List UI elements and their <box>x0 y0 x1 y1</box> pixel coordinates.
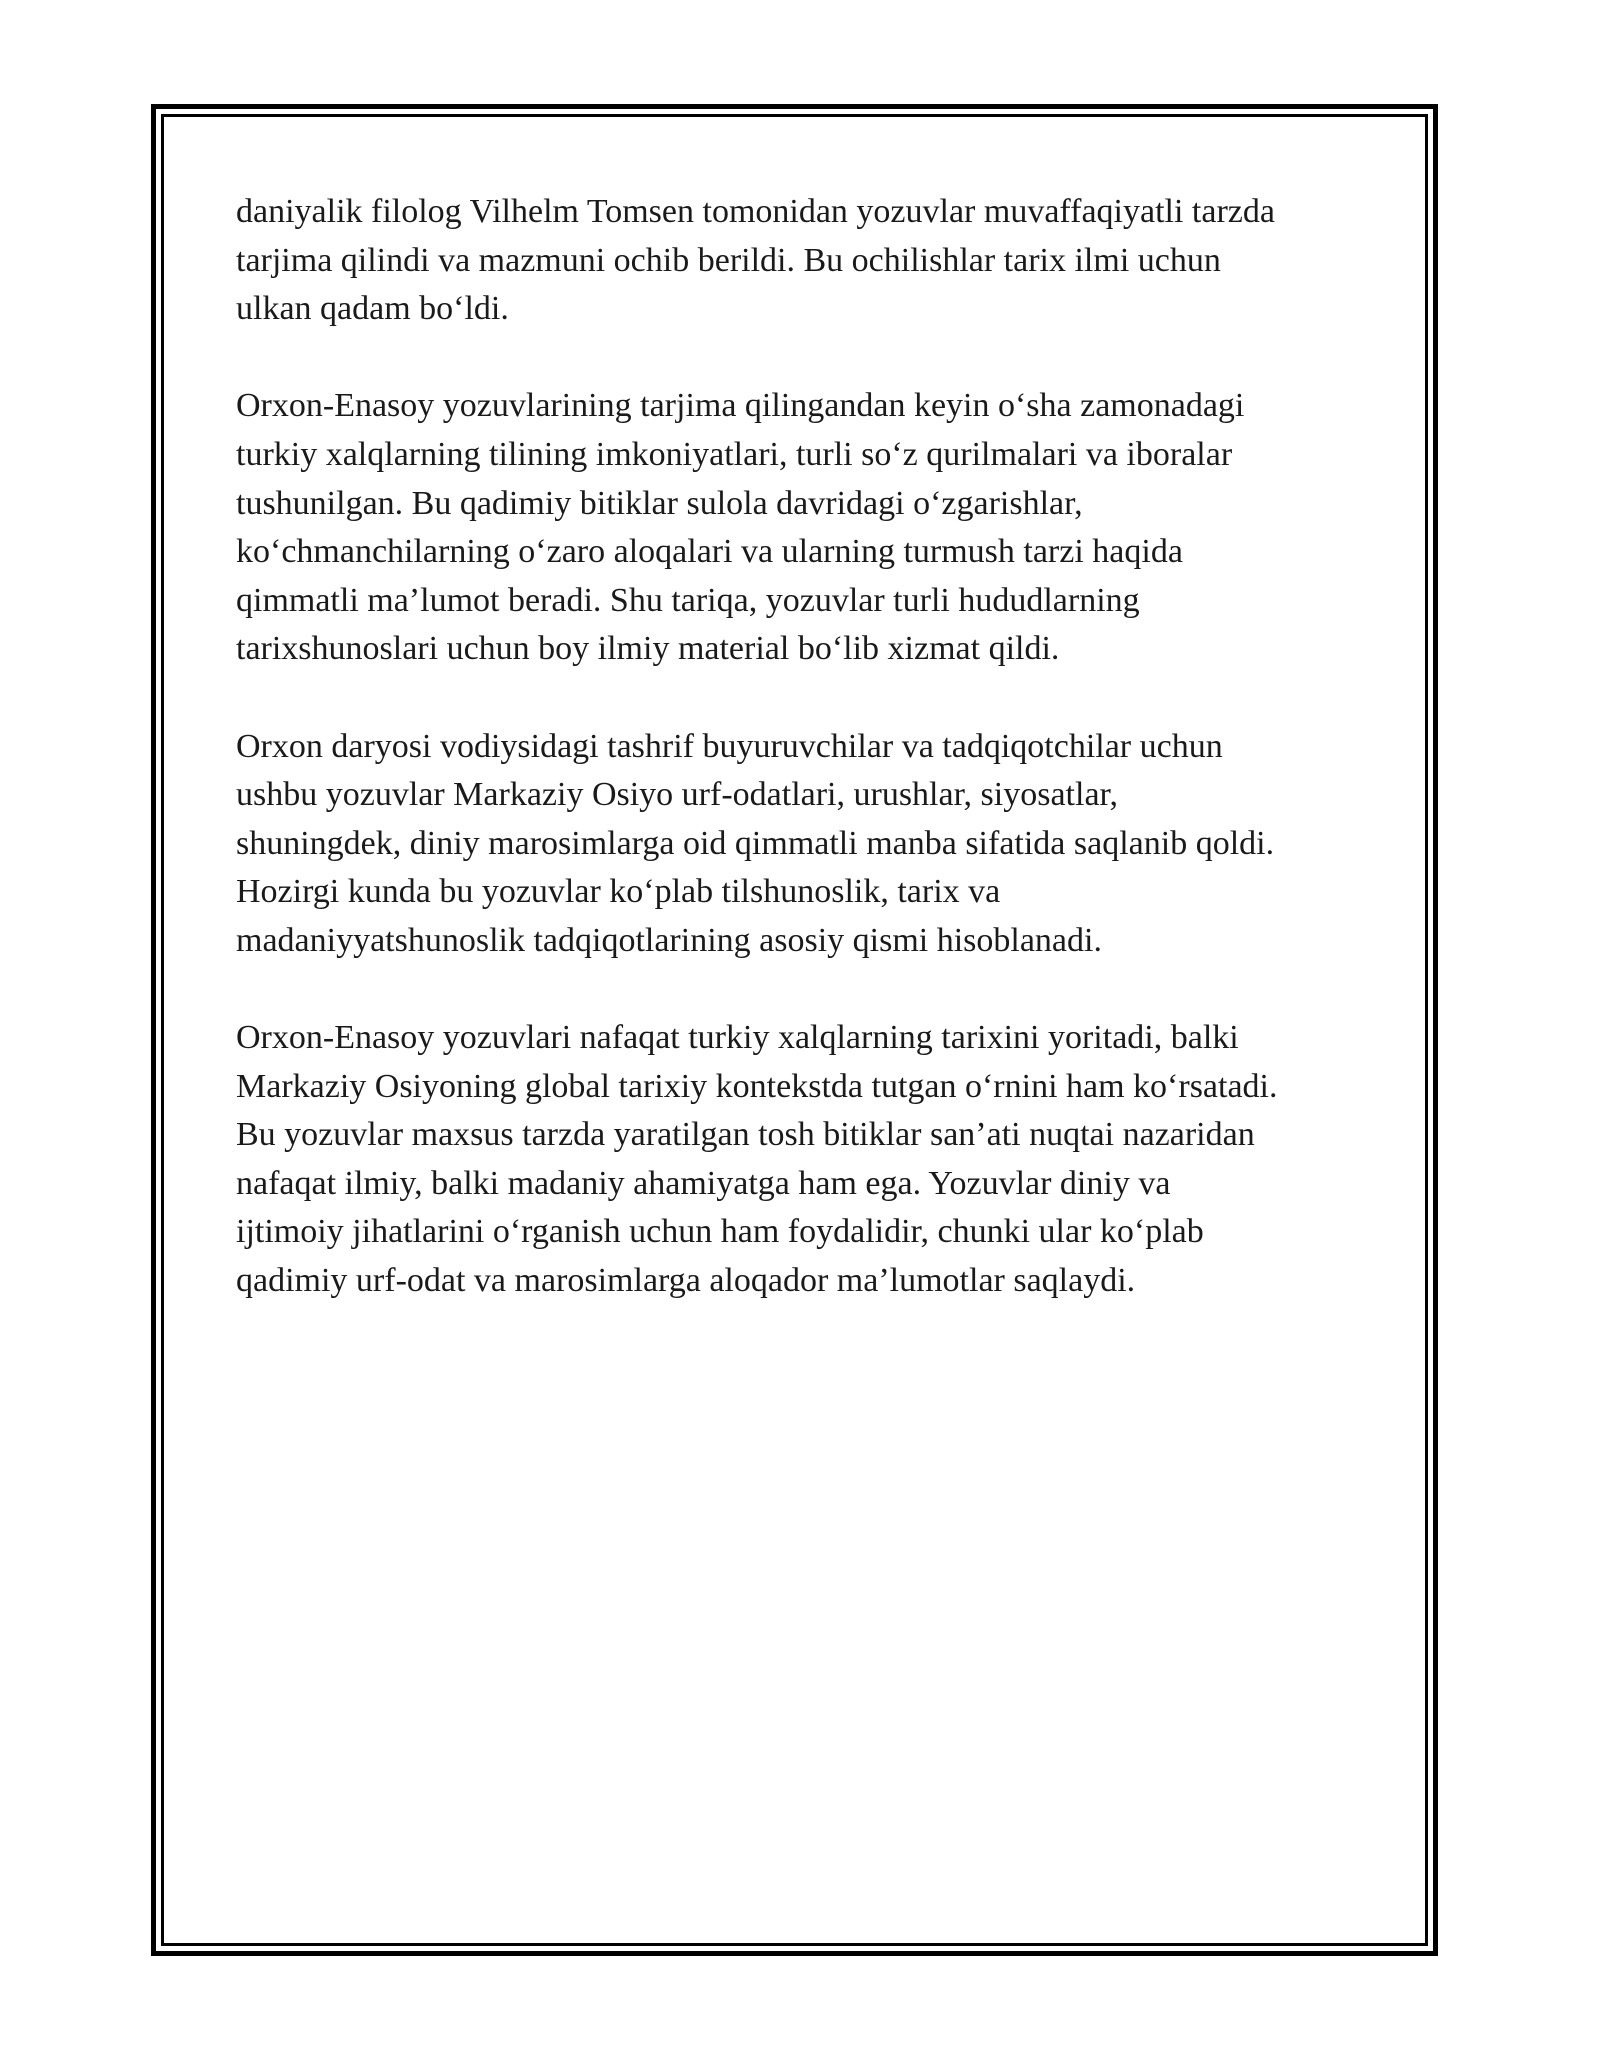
text-line: nafaqat ilmiy, balki madaniy ahamiyatga ham ega. Yozuvlar diniy va <box>236 1164 1171 1202</box>
text-line: Orxon-Enasoy yozuvlarining tarjima qilingandan keyin o‘sha zamonadagi <box>236 387 1245 425</box>
paragraph-3 <box>236 723 1376 966</box>
text-line: Hozirgi kunda bu yozuvlar ko‘plab tilshunoslik, tarix va <box>236 873 1001 911</box>
text-line: tushunilgan. Bu qadimiy bitiklar sulola davridagi o‘zgarishlar, <box>236 484 1083 522</box>
text-line: shuningdek, diniy marosimlarga oid qimmatli manba sifatida saqlanib qoldi. <box>236 824 1275 862</box>
text-line: ko‘chmanchilarning o‘zaro aloqalari va ularning turmush tarzi haqida <box>236 533 1183 571</box>
paragraph-2 <box>236 382 1376 674</box>
text-line: Orxon daryosi vodiysidagi tashrif buyuruvchilar va tadqiqotchilar uchun <box>236 727 1223 765</box>
text-line: madaniyyatshunoslik tadqiqotlarining asosiy qismi hisoblanadi. <box>236 921 1102 959</box>
text-line: ijtimoiy jihatlarini o‘rganish uchun ham foydalidir, chunki ular ko‘plab <box>236 1213 1204 1251</box>
text-line: Orxon-Enasoy yozuvlari nafaqat turkiy xalqlarning tarixini yoritadi, balki <box>236 1019 1239 1057</box>
text-line: ulkan qadam bo‘ldi. <box>236 290 509 328</box>
text-line: Markaziy Osiyoning global tarixiy kontekstda tutgan o‘rnini ham ko‘rsatadi. <box>236 1067 1278 1105</box>
paragraph-1 <box>236 188 1376 334</box>
text-line: tarixshunoslari uchun boy ilmiy material bo‘lib xizmat qildi. <box>236 630 1060 668</box>
document-body <box>236 188 1376 1354</box>
text-line: qimmatli ma’lumot beradi. Shu tariqa, yozuvlar turli hududlarning <box>236 581 1140 619</box>
text-line: tarjima qilindi va mazmuni ochib berildi. Bu ochilishlar tarix ilmi uchun <box>236 241 1221 279</box>
text-line: qadimiy urf-odat va marosimlarga aloqador ma’lumotlar saqlaydi. <box>236 1262 1136 1300</box>
paragraph-4 <box>236 1014 1376 1306</box>
text-line: turkiy xalqlarning tilining imkoniyatlari, turli so‘z qurilmalari va iboralar <box>236 435 1233 473</box>
text-line: Bu yozuvlar maxsus tarzda yaratilgan tosh bitiklar san’ati nuqtai nazaridan <box>236 1116 1255 1154</box>
text-line: ushbu yozuvlar Markaziy Osiyo urf-odatlari, urushlar, siyosatlar, <box>236 776 1118 814</box>
text-line: daniyalik filolog Vilhelm Tomsen tomonidan yozuvlar muvaffaqiyatli tarzda <box>236 193 1275 230</box>
